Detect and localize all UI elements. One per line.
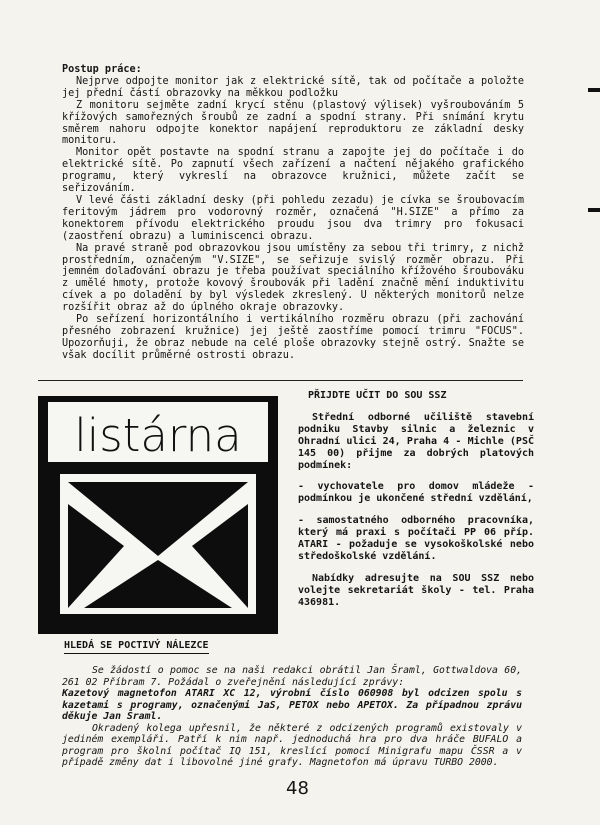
advert-paragraph: Nabídky adresujte na SOU SSZ nebo volejte sekretariát školy - tel. Praha 436981. <box>298 572 534 608</box>
paragraph: Po seřízení horizontálního i vertikálního rozměru obrazu (při zachování přesného zobrazení kružnice) jej ještě zaostříme pomocí trimru "FOCUS". Upozorňuji, že obraz nebude na celé ploše obrazovky stejně ostrý. Snažte se však docílit průměrné ostrosti obrazu. <box>62 314 524 361</box>
paragraph: Monitor opět postavte na spodní stranu a zapojte jej do počítače i do elektrické sítě. Po zapnutí všech zařízení a načtení nějakého grafického programu, který vykreslí na obrazovce kružnici, můžete začít se seřizováním. <box>62 147 524 195</box>
stolen-items-notice <box>62 665 522 769</box>
paragraph: Nejprve odpojte monitor jak z elektrické sítě, tak od počítače a položte jej přední částí obrazovky na měkkou podložku <box>62 75 524 99</box>
paragraph: Z monitoru sejměte zadní krycí stěnu (plastový výlisek) vyšroubováním 5 křížových samořezných šroubů ze zadní a spodní strany. Při snímání krytu směrem nahoru odpojte konektor napájení reproduktoru ze základní desky monitoru. <box>62 99 524 147</box>
margin-mark <box>588 88 600 92</box>
paragraph: Kazetový magnetofon ATARI XC 12, výrobní číslo 060908 byl odcizen spolu s kazetami s programy, označenými JaS, PETOX nebo APETOX. Za případnou zprávu děkuje Jan Šraml. <box>62 688 522 722</box>
job-advert <box>298 390 534 619</box>
paragraph: Na pravé straně pod obrazovkou jsou umístěny za sebou tři trimry, z nichž prostředním, označeným "V.SIZE", se seřizuje svislý rozměr obrazu. Při jemném dolaďování obrazu je třeba používat speciálního křížového šroubováku z umělé hmoty, protože kovový šroubovák při ladění značně mění induktivitu cívek a po doladění by byl výsledek zkreslený. U některých monitorů nelze rozšířit obraz až do úplného okraje obrazovky. <box>62 242 524 314</box>
envelope-icon <box>38 396 278 634</box>
paragraph: Se žádostí o pomoc se na naši redakci obrátil Jan Šraml, Gottwaldova 60, 261 02 Příbram 7. Požádal o zveřejnění následující zprávy: <box>62 665 522 688</box>
section-heading: Postup práce: <box>62 64 142 75</box>
page-number: 48 <box>286 778 309 799</box>
margin-mark <box>588 208 600 212</box>
paragraph: V levé části základní desky (při pohledu zezadu) je cívka se šroubovacím feritovým jádrem pro vodorovný rozměr, označená "H.SIZE" a přímo za konektorem přívodu elektrického proudu jsou dva trimry pro fokusaci (zaostření obrazu) a luminiscenci obrazu. <box>62 194 524 242</box>
notice-title: HLEDÁ SE POCTIVÝ NÁLEZCE <box>64 640 209 654</box>
advert-title: PŘIJDTE UČIT DO SOU SSZ <box>308 390 447 401</box>
advert-paragraph: Střední odborné učiliště stavební podniku Stavby silnic a železnic v Ohradní ulici 24, Praha 4 - Michle (PSČ 145 00) přijme za dobrých platových podmínek: <box>298 411 534 471</box>
advert-item: - samostatného odborného pracovníka, který má praxi s počítači PP 06 příp. ATARI - požaduje se vysokoškolské nebo středoškolské vzdělání. <box>298 515 534 562</box>
paragraph: Okradený kolega upřesnil, že některé z odcizených programů existovaly v jediném exempláři. Patří k nim např. jednoduchá hra pro dva hráče BUFALO a program pro školní počítač IQ 151, kreslící pomocí Minigrafu mapu ČSSR a v případě změny dat i libovolné jiné grafy. Magnetofon má úpravu TURBO 2000. <box>62 722 522 768</box>
logo-word-text: listárna <box>74 409 242 462</box>
repair-instructions <box>62 64 524 362</box>
listarna-logo <box>38 396 278 634</box>
advert-item: - vychovatele pro domov mládeže - podmínkou je ukončené střední vzdělání, <box>298 481 534 505</box>
section-divider <box>38 380 523 381</box>
